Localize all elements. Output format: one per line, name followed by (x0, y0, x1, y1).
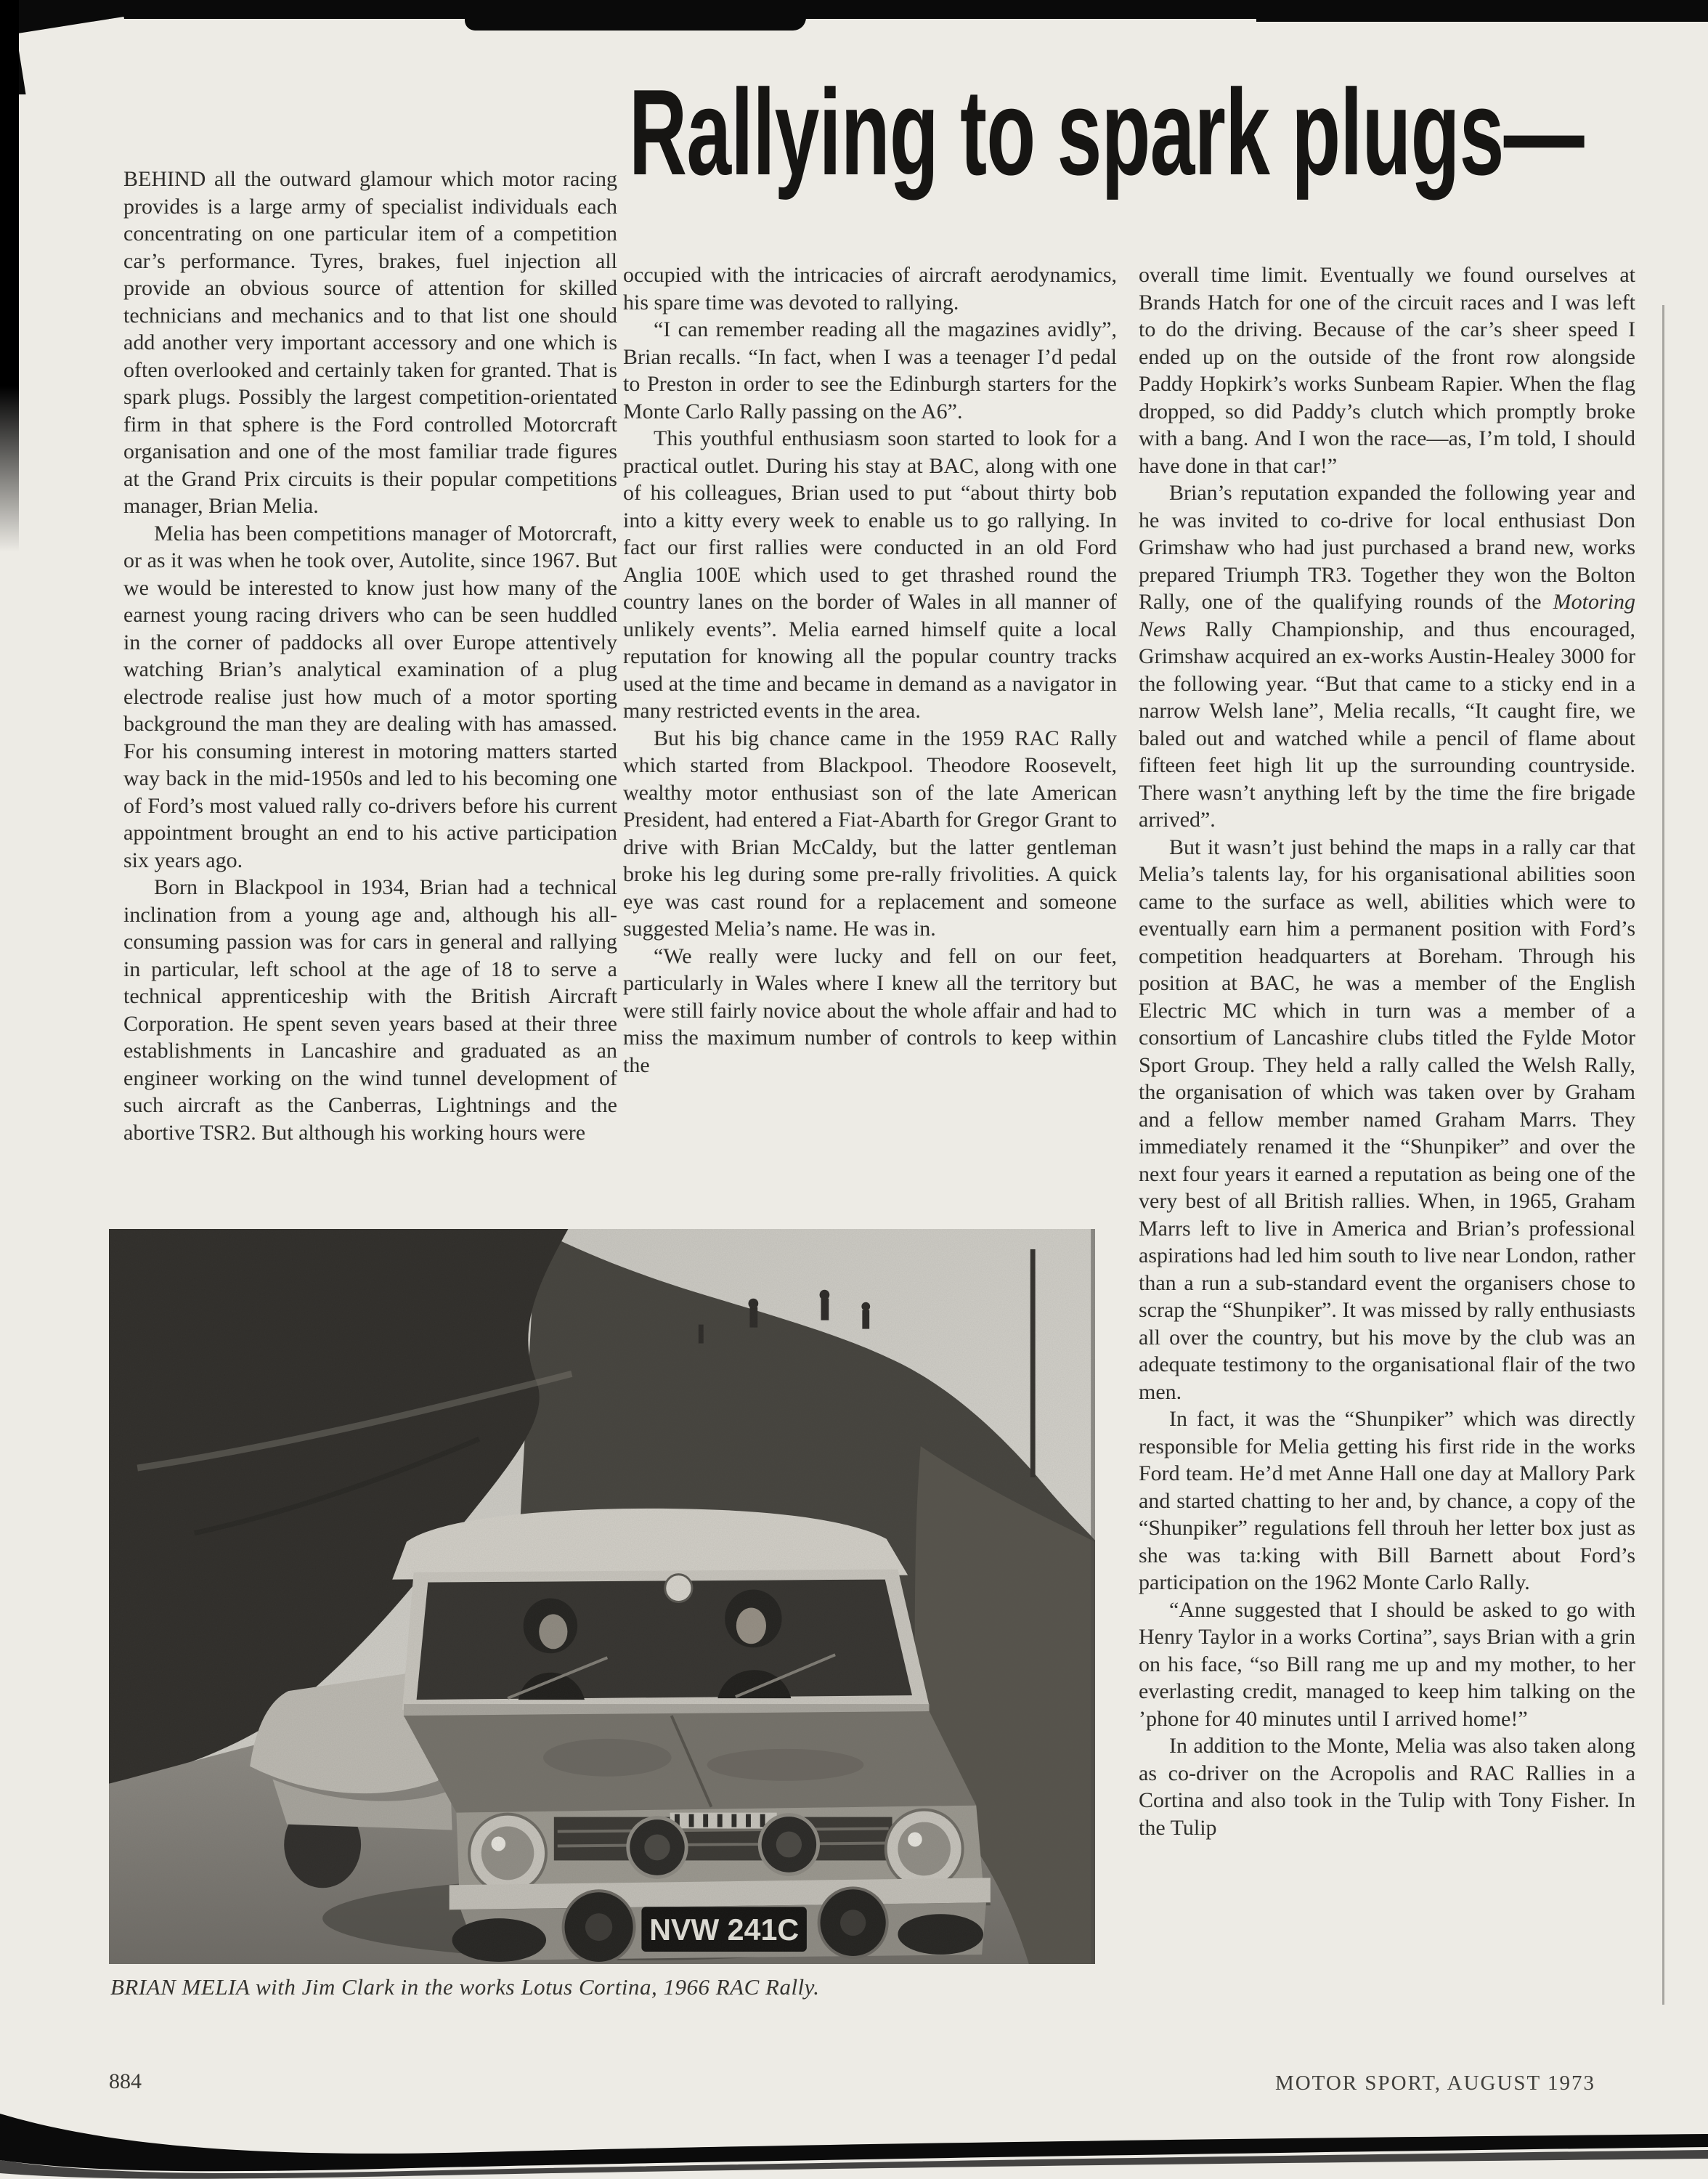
scan-edge-top-blob (465, 0, 806, 31)
paragraph (1139, 479, 1635, 834)
scan-edge-top-right (1256, 0, 1708, 22)
article-headline: Rallying to spark plugs— (629, 64, 1584, 200)
paragraph: This youthful enthusiasm soon started to look for a practical outlet. During his stay at BAC, along with one of his colleagues, Brian used to put “about thirty bob into a kitty every week to enable us to go rallying. In fact our first rallies were conducted in an old Ford Anglia 100E which used to get thrashed round the country lanes on the border of Wales in all manner of unlikely events”. Melia earned himself quite a local reputation for knowing all the popular country tracks used at the time and became in demand as a navigator in many restricted events in the area. (623, 426, 1117, 723)
paragraph: But his big chance came in the 1959 RAC Rally which started from Blackpool. Theodore Roosevelt, wealthy motor enthusiast son of the late American President, had entered a Fiat-Abarth for Gregor Grant to drive with Brian McCaldy, but the latter gentleman broke his leg during some pre-rally frivolities. A quick eye was cast round for a replacement and someone suggested Melia’s name. He was in. (623, 726, 1117, 941)
rally-car-photo (109, 1229, 1095, 1964)
paragraph: Born in Blackpool in 1934, Brian had a technical inclination from a young age and, although his all-consuming passion was for cars in general and rallying in particular, left school at the age of 18 to serve a technical apprenticeship with the British Aircraft Corporation. He spent seven years based at their three establishments in Lancashire and graduated as an engineer working on the wind tunnel development of such aircraft as the Canberras, Lightnings and the abortive TSR2. But although his working hours were (123, 875, 617, 1145)
paragraph: occupied with the intricacies of aircraft aerodynamics, his spare time was devoted to rallying. (623, 263, 1117, 315)
page-number: 884 (109, 2069, 142, 2093)
text-column-3 (1139, 261, 1635, 1841)
footer-magazine-title: MOTOR SPORT, AUGUST 1973 (1274, 2072, 1595, 2095)
paragraph: Melia has been competitions manager of Motorcraft, or as it was when he took over, Autolite, since 1967. But we would be interested to know just how many of the earnest young racing drivers who can be seen huddled in the corner of paddocks all over Europe attentively watching Brian’s analytical examination of a plug electrode realise just how much of a motor sporting background the man they are dealing with has amassed. For his consuming interest in motoring matters started way back in the mid-1950s and led to his becoming one of Ford’s most valued rally co-drivers before his current appointment brought an end to his active participation six years ago. (123, 521, 617, 872)
publication-name: Motoring News (1139, 590, 1635, 641)
text-column-1 (123, 166, 617, 1146)
page-corner (16, 17, 136, 113)
scan-edge-left (0, 0, 19, 552)
paragraph: “We really were lucky and fell on our feet, particularly in Wales where I knew all the territory but were still fairly novice about the whole affair and had to miss the maximum number of controls to keep within the (623, 944, 1117, 1077)
page-fold-line (1662, 305, 1664, 2005)
paragraph: overall time limit. Eventually we found ourselves at Brands Hatch for one of the circuit races and I was left to do the driving. Because of the car’s sheer speed I ended up on the outside of the front row alongside Paddy Hopkirk’s works Sunbeam Rapier. When the flag dropped, so did Paddy’s clutch which promptly broke with a bang. And I won the race—as, I’m told, I should have done in that car!” (1139, 263, 1635, 478)
photo-grain (109, 1229, 1095, 1964)
paragraph-text: Brian’s reputation expanded the following year and he was invited to co-drive for local enthusiast Don Grimshaw who had just purchased a brand new, works prepared Triumph TR3. Together they won the Bolton Rally, one of the qualifying rounds of the (1139, 481, 1635, 614)
paragraph: But it wasn’t just behind the maps in a rally car that Melia’s talents lay, for his organisational abilities soon came to the surface as well, abilities which were to eventually earn him a permanent position with Ford’s competition headquarters at Boreham. Through his position at BAC, he was a member of the English Electric MC which in turn was a member of a consortium of Lancashire clubs titled the Fylde Motor Sport Group. They held a rally called the Welsh Rally, the organisation of which was taken over by Graham and a fellow member named Graham Marrs. They immediately renamed it the “Shunpiker” and over the next four years it earned a reputation as being one of the very best of all British rallies. When, in 1965, Graham Marrs left to live in America and Brian’s professional aspirations had led him south to live near London, rather than a run a sub-standard event the organisers chose to scrap the “Shunpiker”. It was missed by rally enthusiasts all over the country, but his move by the club was an adequate testimony to the organisational flair of the two men. (1139, 835, 1635, 1404)
paragraph: “I can remember reading all the magazines avidly”, Brian recalls. “In fact, when I was a teenager I’d pedal to Preston in order to see the Edinburgh starters for the Monte Carlo Rally passing on the A6”. (623, 317, 1117, 423)
photo-caption: BRIAN MELIA with Jim Clark in the works Lotus Cortina, 1966 RAC Rally. (110, 1974, 820, 2000)
photo-edge (1091, 1229, 1095, 1964)
paragraph-text: Rally Championship, and thus encouraged, Grimshaw acquired an ex-works Austin-Healey 3000 for the following year. “But that came to a sticky end in a narrow Welsh lane”, Melia recalls, “It caught fire, we baled out and watched while a pencil of flame about fifteen feet high lit up the surrounding countryside. There wasn’t anything left by the time the fire brigade arrived”. (1139, 617, 1635, 832)
text-column-2 (623, 261, 1117, 1079)
paragraph: BEHIND all the outward glamour which motor racing provides is a large army of specialist individuals each concentrating on one particular item of a competition car’s performance. Tyres, brakes, fuel injection all provide an obvious source of attention for skilled technicians and mechanics and to that list one should add another very important accessory and one which is often overlooked and certainly taken for granted. That is spark plugs. Possibly the largest competition-orientated firm in that sphere is the Ford controlled Motorcraft organisation and one of the most familiar trade figures at the Grand Prix circuits is their popular competitions manager, Brian Melia. (123, 167, 617, 518)
paragraph: In addition to the Monte, Melia was also taken along as co-driver on the Acropolis and RAC Rallies in a Cortina and also took in the Tulip with Tony Fisher. In the Tulip (1139, 1734, 1635, 1840)
scan-edge-bottom (0, 2092, 1708, 2179)
paragraph: “Anne suggested that I should be asked to go with Henry Taylor in a works Cortina”, says Brian with a grin on his face, “so Bill rang me up and my mother, to her everlasting credit, managed to keep him talking on the ’phone for 40 minutes until I arrived home!” (1139, 1597, 1635, 1731)
paragraph: In fact, it was the “Shunpiker” which was directly responsible for Melia getting his first ride in the works Ford team. He’d met Anne Hall one day at Mallory Park and started chatting to her and, by chance, a copy of the “Shunpiker” regulations fell throuh her letter box just as she was ta:king with Bill Barnett about Ford’s participation on the 1962 Monte Carlo Rally. (1139, 1407, 1635, 1594)
